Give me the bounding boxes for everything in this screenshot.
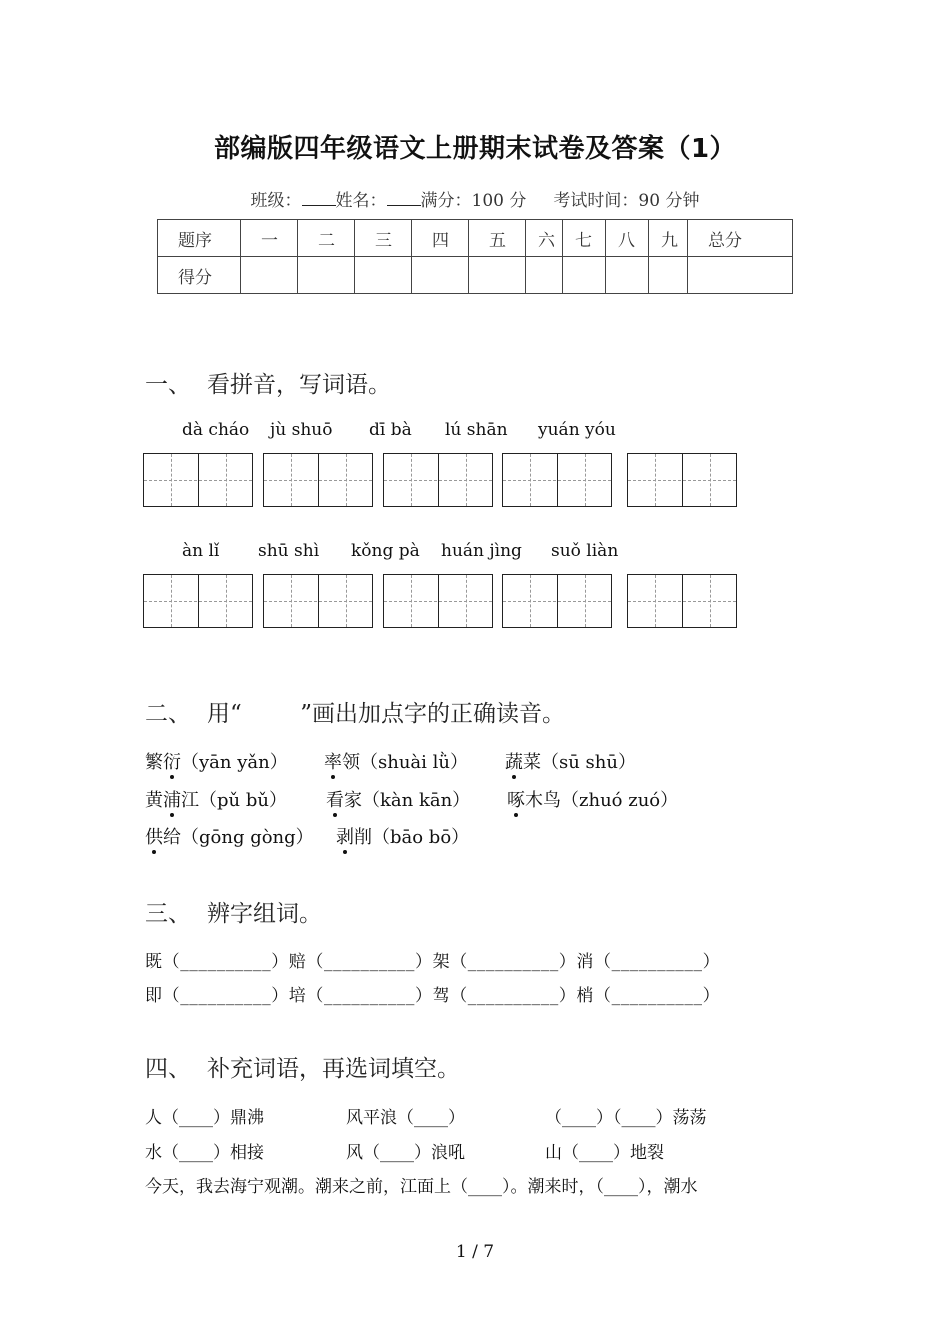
section-1-heading: 一、 看拼音，写词语。	[145, 372, 391, 398]
table-cell: 三	[355, 220, 412, 257]
reading-item[interactable]: 剥削（bāo bō）	[336, 827, 470, 848]
pinyin: jù shuō	[270, 420, 333, 440]
score-label: 满分：100 分	[420, 191, 527, 211]
table-cell: 总分	[688, 220, 793, 257]
section-4-heading: 四、 补充词语，再选词填空。	[145, 1056, 460, 1082]
score-cell[interactable]	[688, 257, 793, 294]
time-label: 考试时间：90 分钟	[553, 191, 700, 211]
writing-grid[interactable]	[627, 574, 737, 628]
table-cell: 六	[526, 220, 563, 257]
page-number: 1 / 7	[455, 1242, 495, 1262]
score-cell[interactable]	[649, 257, 688, 294]
page-title: 部编版四年级语文上册期末试卷及答案（1）	[213, 134, 737, 164]
writing-grid[interactable]	[502, 453, 612, 507]
score-cell[interactable]	[241, 257, 298, 294]
writing-grid[interactable]	[383, 453, 493, 507]
table-cell: 九	[649, 220, 688, 257]
class-blank	[302, 191, 336, 206]
score-cell[interactable]	[412, 257, 469, 294]
score-table-score-row	[158, 257, 793, 294]
pinyin: huán jìng	[441, 541, 522, 561]
table-cell: 题序	[158, 220, 241, 257]
idiom-item[interactable]: （____）（____）荡荡	[545, 1108, 707, 1128]
pinyin: suǒ liàn	[551, 541, 619, 561]
idiom-item[interactable]: 风平浪（____）	[346, 1108, 465, 1128]
word-group-line-1[interactable]: 既（__________）赔（__________）架（__________）消（__________）	[145, 952, 721, 972]
pinyin: lú shān	[445, 420, 508, 440]
reading-item[interactable]: 啄木鸟（zhuó zuó）	[507, 790, 679, 811]
writing-grid[interactable]	[143, 453, 253, 507]
pinyin: shū shì	[258, 541, 320, 561]
reading-item[interactable]: 黄浦江（pǔ bǔ）	[145, 790, 287, 811]
table-cell: 得分	[158, 257, 241, 294]
pinyin: àn lǐ	[182, 541, 220, 561]
writing-grid[interactable]	[383, 574, 493, 628]
score-cell[interactable]	[526, 257, 563, 294]
score-cell[interactable]	[298, 257, 355, 294]
idiom-item[interactable]: 风（____）浪吼	[346, 1143, 465, 1163]
score-cell[interactable]	[355, 257, 412, 294]
pinyin: yuán yóu	[538, 420, 616, 440]
idiom-item[interactable]: 山（____）地裂	[545, 1143, 664, 1163]
writing-grid[interactable]	[502, 574, 612, 628]
exam-info	[0, 186, 950, 211]
fill-passage[interactable]: 今天，我去海宁观潮。潮来之前，江面上（____）。潮来时，（____），潮水	[145, 1177, 698, 1197]
pinyin: kǒng pà	[351, 541, 420, 561]
reading-item[interactable]: 繁衍（yān yǎn）	[145, 752, 288, 773]
name-label: 姓名：	[335, 191, 387, 211]
pinyin: dī bà	[369, 420, 412, 440]
score-table-header-row	[158, 220, 793, 257]
table-cell: 五	[469, 220, 526, 257]
reading-item[interactable]: 率领（shuài lǜ）	[324, 752, 468, 773]
reading-item[interactable]: 蔬菜（sū shū）	[505, 752, 636, 773]
score-cell[interactable]	[469, 257, 526, 294]
score-cell[interactable]	[606, 257, 649, 294]
word-group-line-2[interactable]: 即（__________）培（__________）驾（__________）梢（__________）	[145, 986, 721, 1006]
table-cell: 七	[563, 220, 606, 257]
idiom-item[interactable]: 人（____）鼎沸	[145, 1108, 264, 1128]
writing-grid[interactable]	[263, 453, 373, 507]
score-table	[157, 219, 793, 294]
writing-grid[interactable]	[143, 574, 253, 628]
table-cell: 四	[412, 220, 469, 257]
section-2-heading: 二、 用“ ”画出加点字的正确读音。	[145, 701, 566, 727]
table-cell: 八	[606, 220, 649, 257]
pinyin: dà cháo	[182, 420, 250, 440]
table-cell: 一	[241, 220, 298, 257]
idiom-item[interactable]: 水（____）相接	[145, 1143, 264, 1163]
reading-item[interactable]: 供给（gōng gòng）	[145, 827, 314, 848]
writing-grid[interactable]	[263, 574, 373, 628]
reading-item[interactable]: 看家（kàn kān）	[326, 790, 471, 811]
score-cell[interactable]	[563, 257, 606, 294]
table-cell: 二	[298, 220, 355, 257]
writing-grid[interactable]	[627, 453, 737, 507]
section-3-heading: 三、 辨字组词。	[145, 901, 322, 927]
name-blank	[387, 191, 421, 206]
class-label: 班级：	[250, 191, 302, 211]
